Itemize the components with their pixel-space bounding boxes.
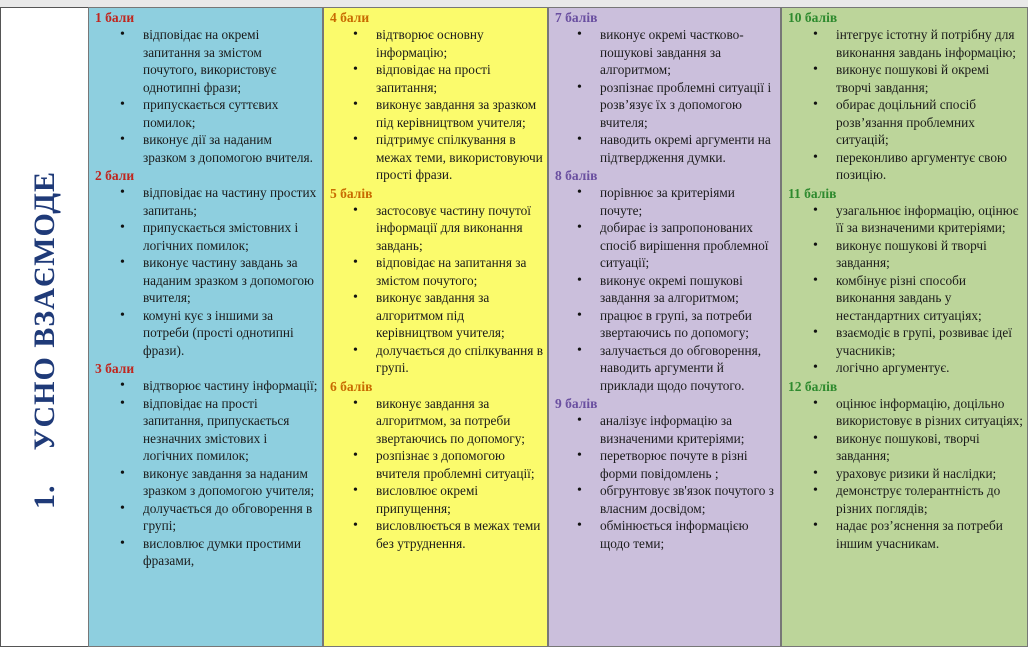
criteria-item: • надає роз’яснення за потреби іншим учасникам.: [782, 517, 1027, 552]
level-column-4: [781, 7, 1028, 647]
score-group: [782, 378, 1027, 553]
score-group: [324, 185, 547, 377]
criteria-list: [89, 26, 322, 166]
criteria-item: • виконує завдання за алгоритмом під керівництвом учителя;: [324, 289, 547, 342]
criteria-item: • інтегрує істотну й потрібну для виконання завдань інформацію;: [782, 26, 1027, 61]
criteria-item: • виконує завдання за наданим зразком з допомогою учителя;: [89, 465, 322, 500]
criteria-item: • розпізнає проблемні ситуації і розв’язує їх з допомогою вчителя;: [549, 79, 780, 132]
criteria-item: • відповідає на окремі запитання за змістом почутого, використовує однотипні фрази;: [89, 26, 322, 96]
criteria-list: [89, 377, 322, 570]
criteria-item: • комбінує різні способи виконання завдань у нестандартних ситуаціях;: [782, 272, 1027, 325]
criteria-item: • відповідає на прості запитання;: [324, 61, 547, 96]
score-title: 9 балів: [555, 396, 598, 411]
criteria-item: • долучається до спілкування в групі.: [324, 342, 547, 377]
criteria-item: • припускається змістовних і логічних помилок;: [89, 219, 322, 254]
score-group: [324, 378, 547, 553]
criteria-item: • працює в групі, за потреби звертаючись по допомогу;: [549, 307, 780, 342]
score-group: [549, 167, 780, 394]
score-title: 7 балів: [555, 10, 598, 25]
criteria-item: • виконує завдання за алгоритмом, за потреби звертаючись по допомогу;: [324, 395, 547, 448]
top-strip: [0, 0, 1028, 7]
row-header-label: [28, 171, 62, 509]
criteria-item: • взаємодіє в групі, розвиває ідеї учасників;: [782, 324, 1027, 359]
criteria-item: • добирає із запропонованих спосіб вирішення проблемної ситуації;: [549, 219, 780, 272]
criteria-item: • залучається до обговорення, наводить аргументи й приклади щодо почутого.: [549, 342, 780, 395]
criteria-list: [782, 202, 1027, 377]
criteria-item: • обирає доцільний спосіб розв’язання проблемних ситуацій;: [782, 96, 1027, 149]
criteria-item: • висловлює думки простими фразами,: [89, 535, 322, 570]
criteria-item: • узагальнює інформацію, оцінює її за визначеними критеріями;: [782, 202, 1027, 237]
criteria-item: • відтворює частину інформації;: [89, 377, 322, 395]
criteria-item: • виконує пошукові, творчі завдання;: [782, 430, 1027, 465]
row-title: УСНО ВЗАЄМОДЕ: [27, 170, 61, 451]
level-column-3: [548, 7, 781, 647]
criteria-item: • перетворює почуте в різні форми повідомлень ;: [549, 447, 780, 482]
score-title: 6 балів: [330, 378, 373, 394]
criteria-list: [324, 395, 547, 553]
score-title: 8 балів: [555, 168, 598, 183]
criteria-item: • відповідає на прості запитання, припускається незначних змістових і логічних помилок;: [89, 395, 322, 465]
criteria-item: • виконує окремі пошукові завдання за алгоритмом;: [549, 272, 780, 307]
criteria-list: [549, 412, 780, 552]
score-group: [89, 360, 322, 570]
criteria-list: [89, 184, 322, 359]
score-group: [782, 185, 1027, 377]
criteria-list: [782, 395, 1027, 553]
score-group: [782, 9, 1027, 184]
criteria-item: • аналізує інформацію за визначеними критеріями;: [549, 412, 780, 447]
criteria-list: [324, 202, 547, 377]
score-group: [89, 167, 322, 359]
criteria-item: • виконує окремі частково-пошукові завдання за алгоритмом;: [549, 26, 780, 79]
criteria-item: • відповідає на запитання за змістом почутого;: [324, 254, 547, 289]
score-title: 4 бали: [330, 10, 370, 25]
criteria-item: • обмінюється інформацією щодо теми;: [549, 517, 780, 552]
criteria-item: • комуні кує з іншими за потреби (прості однотипні фрази).: [89, 307, 322, 360]
criteria-item: • демонструє толерантність до різних поглядів;: [782, 482, 1027, 517]
criteria-item: • застосовує частину почутої інформації для виконання завдань;: [324, 202, 547, 255]
criteria-item: • відтворює основну інформацію;: [324, 26, 547, 61]
score-group: [324, 9, 547, 184]
score-title: 2 бали: [95, 168, 135, 183]
criteria-item: • долучається до обговорення в групі;: [89, 500, 322, 535]
row-header: [0, 7, 88, 647]
criteria-item: • висловлюється в межах теми без утруднення.: [324, 517, 547, 552]
score-group: [549, 395, 780, 552]
criteria-item: • переконливо аргументує свою позицію.: [782, 149, 1027, 184]
criteria-list: [324, 26, 547, 184]
criteria-item: • оцінює інформацію, доцільно використовує в різних ситуаціях;: [782, 395, 1027, 430]
criteria-item: • підтримує спілкування в межах теми, використовуючи прості фрази.: [324, 131, 547, 184]
level-column-1: [88, 7, 323, 647]
score-title: 5 балів: [330, 185, 373, 201]
criteria-item: • припускається суттєвих помилок;: [89, 96, 322, 131]
criteria-item: • виконує частину завдань за наданим зразком з допомогою вчителя;: [89, 254, 322, 307]
score-group: [549, 9, 780, 166]
criteria-item: • порівнює за критеріями почуте;: [549, 184, 780, 219]
score-title: 10 балів: [788, 10, 838, 25]
criteria-list: [782, 26, 1027, 184]
criteria-item: • виконує пошукові й окремі творчі завдання;: [782, 61, 1027, 96]
score-title: 1 бали: [95, 10, 135, 25]
level-column-2: [323, 7, 548, 647]
criteria-item: • обгрунтовує зв'язок почутого з власним досвідом;: [549, 482, 780, 517]
score-title: 12 балів: [788, 378, 838, 394]
criteria-item: • висловлює окремі припущення;: [324, 482, 547, 517]
score-group: [89, 9, 322, 166]
criteria-item: • ураховує ризики й наслідки;: [782, 465, 1027, 483]
score-title: 3 бали: [95, 361, 135, 376]
criteria-list: [549, 184, 780, 394]
criteria-item: • виконує дії за наданим зразком з допомогою вчителя.: [89, 131, 322, 166]
criteria-item: • виконує завдання за зразком під керівництвом учителя;: [324, 96, 547, 131]
criteria-list: [549, 26, 780, 166]
criteria-item: • виконує пошукові й творчі завдання;: [782, 237, 1027, 272]
criteria-item: • відповідає на частину простих запитань;: [89, 184, 322, 219]
criteria-item: • наводить окремі аргументи на підтвердження думки.: [549, 131, 780, 166]
criteria-item: • логічно аргументує.: [782, 359, 1027, 377]
score-title: 11 балів: [788, 185, 837, 201]
criteria-item: • розпізнає з допомогою вчителя проблемні ситуації;: [324, 447, 547, 482]
row-number: 1.: [27, 484, 61, 509]
